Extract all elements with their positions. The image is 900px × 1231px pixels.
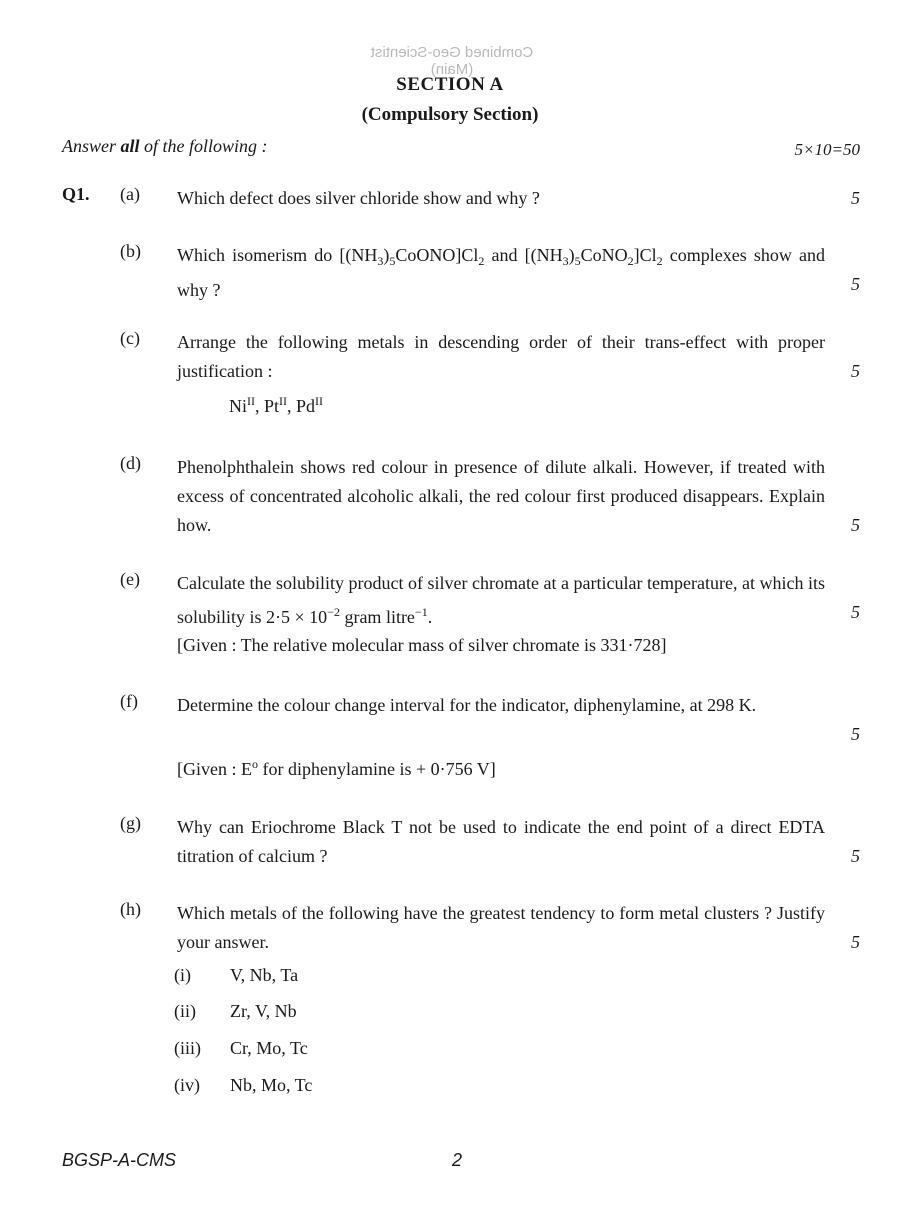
part-text: Which isomerism do $[(NH_3)_5CoONO]Cl_2$ and $[(NH_3)_5CoNO_2]Cl_2$ complexes show and why ? bbox=[177, 245, 825, 300]
part-label: (a) bbox=[120, 184, 140, 204]
instruction-suffix: of the following : bbox=[139, 136, 268, 156]
given-note: [Given : $E^o$ for diphenylamine is + 0·756 V] bbox=[177, 757, 496, 779]
part-text: Arrange the following metals in descending order of their trans-effect with proper justification : bbox=[177, 332, 825, 381]
part-text: Calculate the solubility product of silver chromate at a particular temperature, at which its solubility is $2\cdot 5 \times 10^{-2}$ gram litre$^{-1}$. bbox=[177, 573, 825, 627]
part-marks: 5 bbox=[851, 846, 860, 866]
option-item: (ii) Zr, V, Nb bbox=[174, 1001, 297, 1021]
instruction-prefix: Answer bbox=[62, 136, 121, 156]
page-number: 2 bbox=[452, 1150, 463, 1170]
part-label: (b) bbox=[120, 241, 141, 261]
instruction-emphasis: all bbox=[120, 136, 140, 156]
part-text: Which metals of the following have the greatest tendency to form metal clusters ? Justify your answer. bbox=[177, 903, 825, 952]
option-item: (iv) Nb, Mo, Tc bbox=[174, 1075, 313, 1095]
part-marks: 5 bbox=[851, 724, 860, 744]
bleed-through-text: Combined Geo-Scientist (Main) bbox=[370, 44, 534, 78]
part-marks: 5 bbox=[851, 188, 860, 208]
option-item: (iii) Cr, Mo, Tc bbox=[174, 1038, 308, 1058]
section-subtitle: (Compulsory Section) bbox=[361, 104, 539, 125]
part-label: (f) bbox=[120, 691, 138, 711]
question-number: Q1. bbox=[62, 184, 90, 204]
part-marks: 5 bbox=[851, 274, 860, 294]
part-marks: 5 bbox=[851, 361, 860, 381]
part-text: Which defect does silver chloride show and why ? bbox=[177, 188, 540, 208]
given-note: [Given : The relative molecular mass of silver chromate is 331·728] bbox=[177, 635, 667, 655]
section-title: SECTION A bbox=[396, 74, 504, 95]
marks-total: 5×10=50 bbox=[794, 140, 860, 159]
part-marks: 5 bbox=[851, 602, 860, 622]
instruction bbox=[62, 136, 862, 157]
option-item: (i) V, Nb, Ta bbox=[174, 965, 299, 985]
part-text: Why can Eriochrome Black T not be used to indicate the end point of a direct EDTA titration of calcium ? bbox=[177, 817, 825, 866]
part-marks: 5 bbox=[851, 515, 860, 535]
part-label: (e) bbox=[120, 569, 140, 589]
part-label: (h) bbox=[120, 899, 141, 919]
part-label: (g) bbox=[120, 813, 141, 833]
part-text: Phenolphthalein shows red colour in presence of dilute alkali. However, if treated with excess of concentrated alcoholic alkali, the red colour first produced disappears. Explain how. bbox=[177, 457, 825, 535]
part-text: Determine the colour change interval for the indicator, diphenylamine, at 298 K. bbox=[177, 695, 757, 715]
part-label: (d) bbox=[120, 453, 141, 473]
part-label: (c) bbox=[120, 328, 140, 348]
metal-list: $Ni^{II}$, $Pt^{II}$, $Pd^{II}$ bbox=[229, 394, 324, 416]
paper-code: BGSP-A-CMS bbox=[62, 1150, 177, 1170]
part-marks: 5 bbox=[851, 932, 860, 952]
